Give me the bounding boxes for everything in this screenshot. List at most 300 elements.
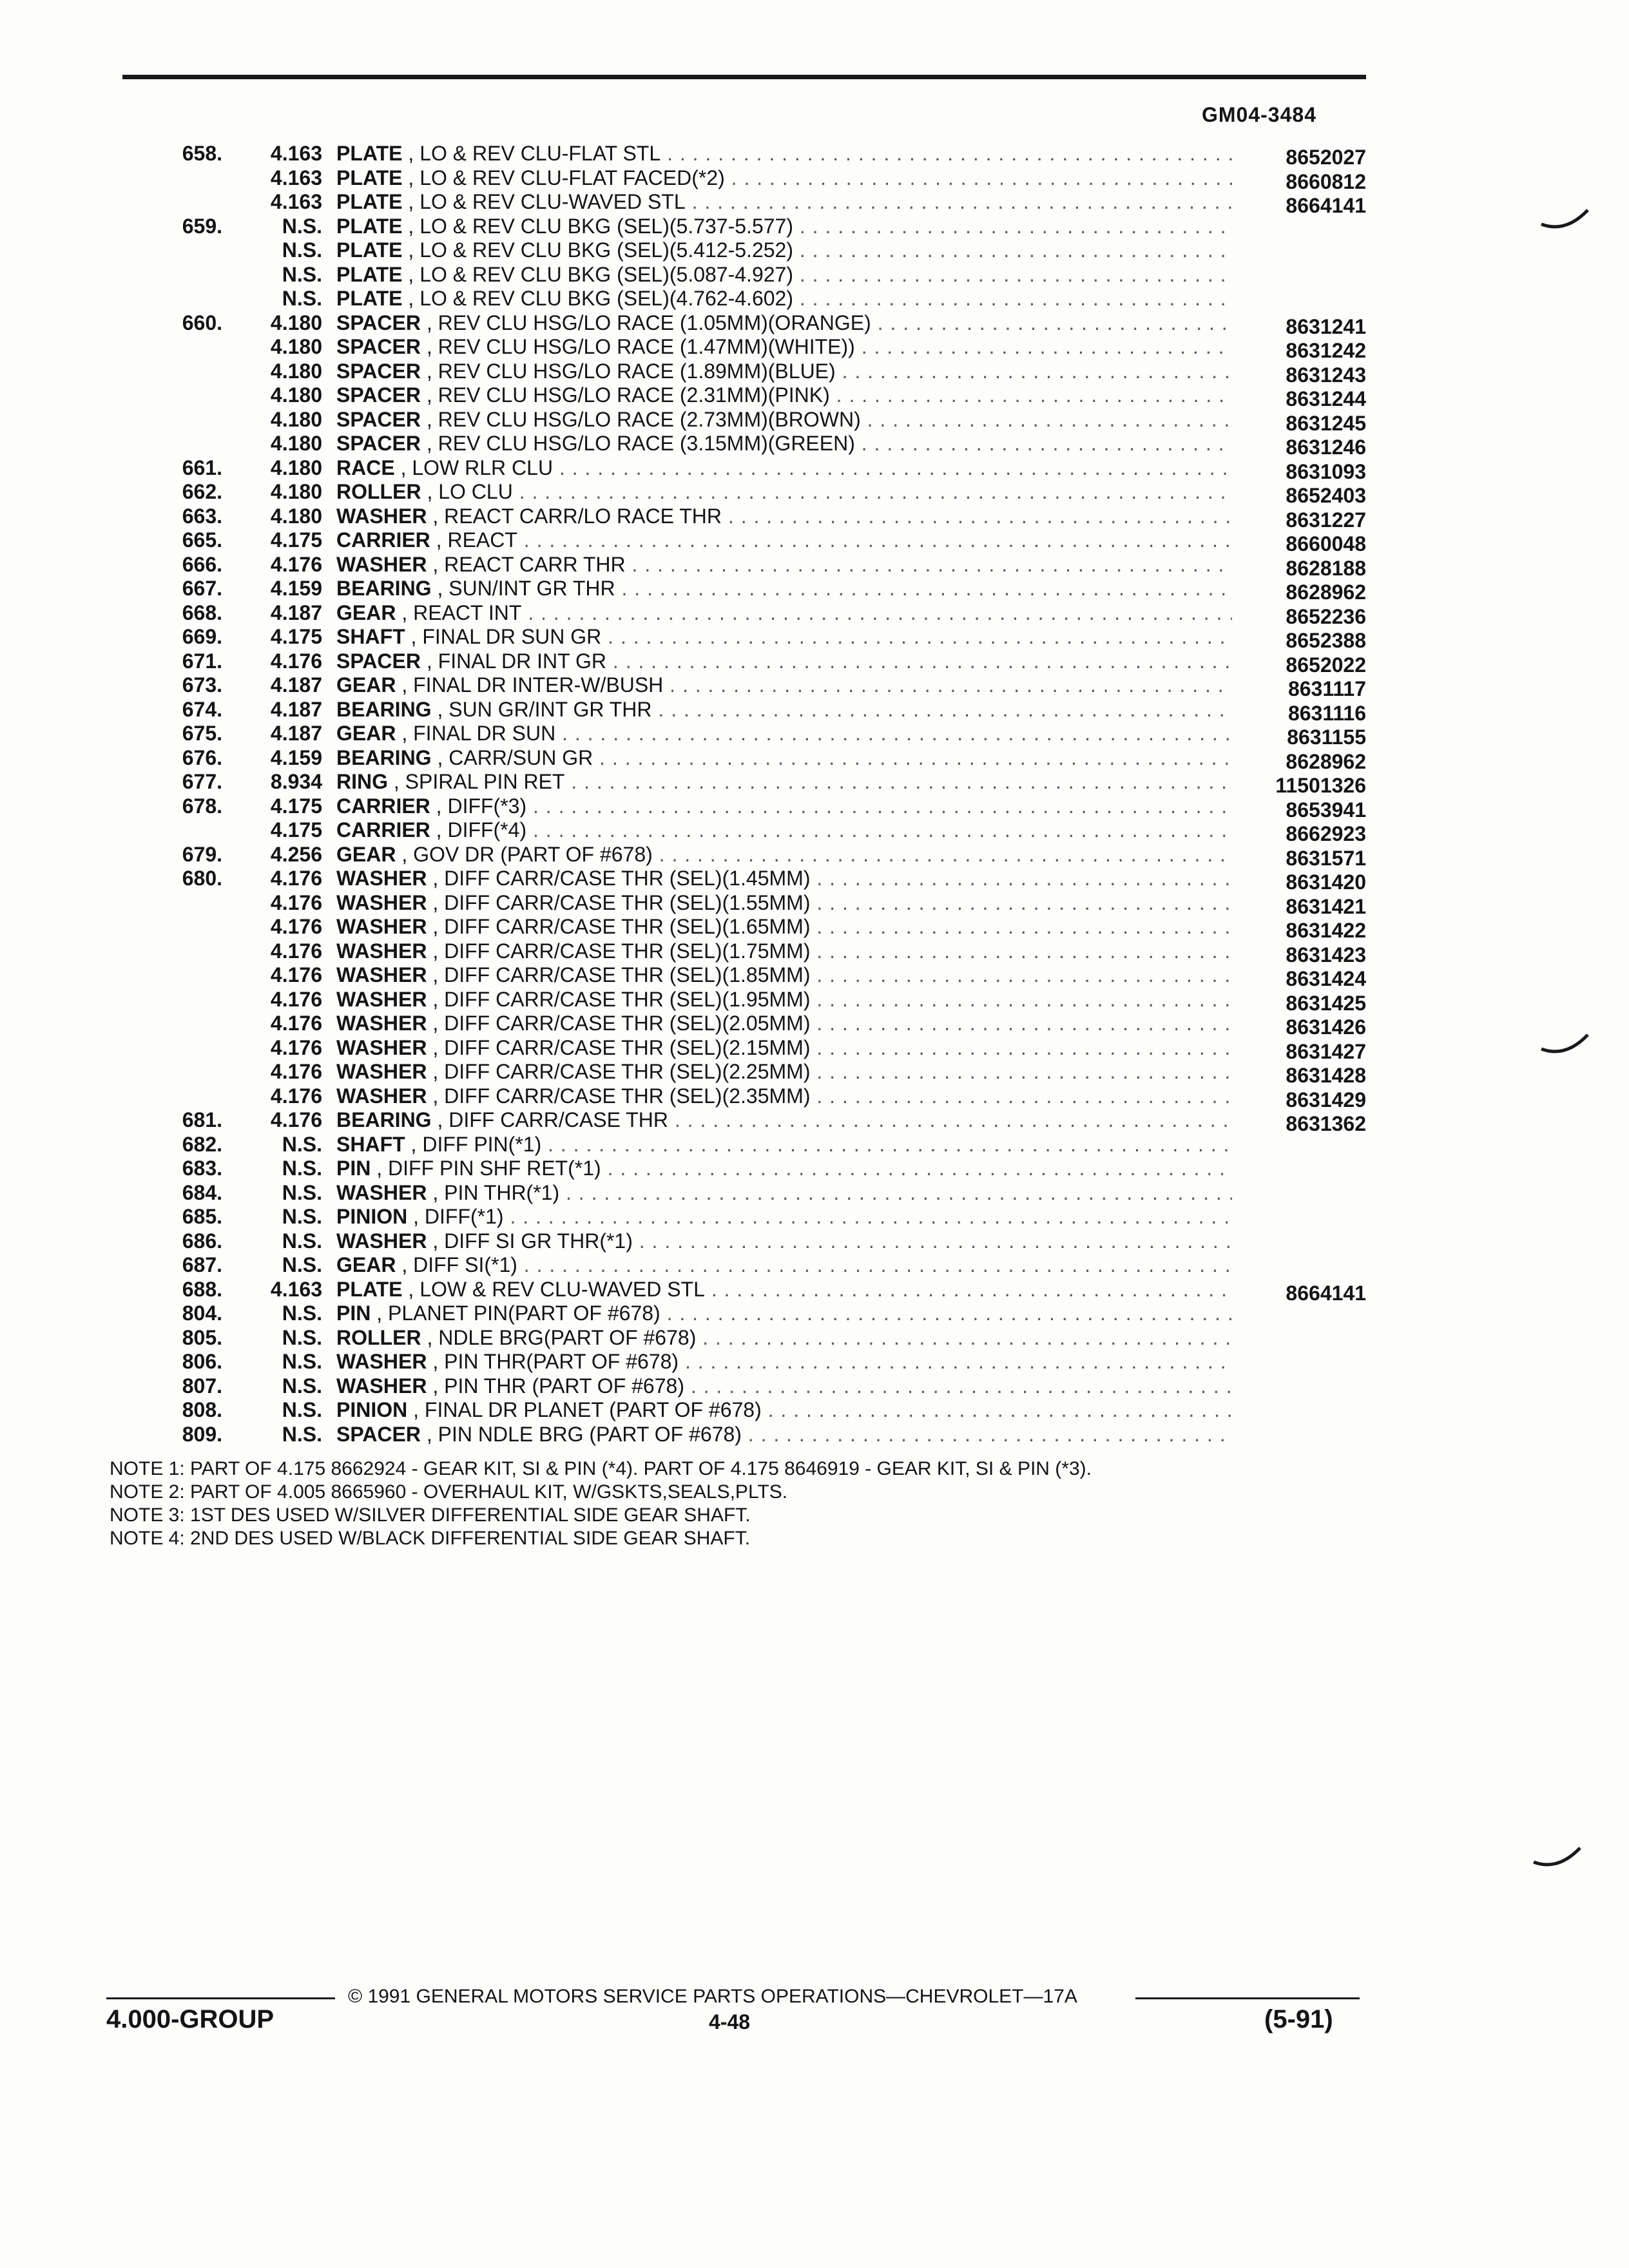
ref-number: 687.	[182, 1253, 222, 1276]
part-row	[0, 818, 1629, 843]
ref-number: 680.	[182, 867, 222, 890]
part-name: GEAR	[336, 842, 396, 866]
group-number: 4.175	[270, 625, 322, 648]
part-detail: , REV CLU HSG/LO RACE (2.73MM)(BROWN)	[426, 407, 861, 431]
part-detail: , FINAL DR SUN GR	[410, 625, 602, 648]
group-number: 4.163	[270, 1277, 322, 1301]
group-number: 4.163	[270, 142, 322, 165]
ref-number: 682.	[182, 1132, 222, 1156]
group-number: 4.187	[270, 673, 322, 697]
part-row	[0, 1084, 1629, 1109]
part-row	[0, 915, 1629, 942]
part-detail: , DIFF CARR/CASE THR (SEL)(2.05MM)	[432, 1012, 811, 1035]
part-detail: , DIFF CARR/CASE THR (SEL)(1.95MM)	[432, 987, 811, 1011]
part-description	[336, 770, 1232, 794]
part-detail: , SUN GR/INT GR THR	[437, 697, 652, 721]
part-name: PIN	[336, 1302, 371, 1325]
note-line: NOTE 2: PART OF 4.005 8665960 - OVERHAUL KIT, W/GSKTS,SEALS,PLTS.	[110, 1481, 788, 1503]
part-row	[0, 456, 1629, 481]
part-row	[0, 1133, 1629, 1157]
ref-number: 665.	[182, 528, 222, 552]
ref-number: 677.	[182, 770, 222, 793]
part-detail: , REACT CARR/LO RACE THR	[432, 504, 722, 528]
part-name: SHAFT	[336, 625, 405, 648]
part-number: 8631571	[1286, 846, 1366, 870]
group-number: 4.176	[270, 987, 322, 1011]
group-number: 4.176	[270, 1035, 322, 1059]
group-number: N.S.	[282, 1180, 322, 1204]
ref-number: 681.	[182, 1108, 222, 1131]
group-number: 4.159	[270, 577, 322, 600]
part-description	[336, 456, 1232, 481]
part-name: WASHER	[336, 1180, 427, 1204]
part-detail: , DIFF CARR/CASE THR (SEL)(2.15MM)	[432, 1035, 811, 1059]
group-number: 4.180	[270, 359, 322, 383]
part-description	[336, 1036, 1232, 1061]
part-description	[336, 891, 1232, 916]
part-row	[0, 1253, 1629, 1278]
group-number: 4.176	[270, 867, 322, 890]
ref-number: 675.	[182, 722, 222, 745]
part-number: 8628188	[1286, 556, 1366, 580]
part-row	[0, 601, 1629, 626]
ref-number: 685.	[182, 1205, 222, 1228]
part-detail: , DIFF PIN SHF RET(*1)	[376, 1157, 601, 1180]
part-row	[0, 1277, 1629, 1305]
part-name: ROLLER	[336, 480, 421, 503]
ref-number: 663.	[182, 504, 222, 528]
group-label: 4.000-GROUP	[106, 2005, 275, 2033]
group-number: 4.180	[270, 383, 322, 407]
part-detail: , SUN/INT GR THR	[437, 577, 615, 600]
part-number: 8662923	[1286, 822, 1366, 845]
ref-number: 809.	[182, 1422, 222, 1446]
part-number: 8631422	[1286, 919, 1366, 942]
part-detail: , GOV DR (PART OF #678)	[401, 842, 653, 866]
part-name: WASHER	[336, 915, 427, 938]
part-row	[0, 480, 1629, 505]
part-row	[0, 891, 1629, 916]
part-name: WASHER	[336, 1035, 427, 1059]
group-number: 4.180	[270, 480, 322, 503]
part-row	[0, 1036, 1629, 1061]
part-number: 8631093	[1286, 459, 1366, 483]
part-detail: , LO & REV CLU BKG (SEL)(5.087-4.927)	[408, 262, 793, 286]
group-number: N.S.	[282, 262, 322, 286]
part-number: 8631246	[1286, 436, 1366, 459]
ref-number: 659.	[182, 214, 222, 238]
part-description	[336, 601, 1232, 626]
part-row	[0, 1350, 1629, 1374]
part-description	[336, 553, 1232, 577]
part-number: 8631423	[1286, 943, 1366, 966]
ref-number: 805.	[182, 1325, 222, 1349]
group-number: 4.180	[270, 407, 322, 431]
page-number: 4-48	[709, 2010, 751, 2033]
part-number: 8631420	[1286, 870, 1366, 894]
part-number: 8652022	[1286, 653, 1366, 677]
group-number: N.S.	[282, 214, 322, 238]
part-row	[0, 842, 1629, 870]
group-number: N.S.	[282, 1157, 322, 1180]
part-number: 8660048	[1286, 532, 1366, 555]
part-row	[0, 1326, 1629, 1350]
part-name: PLATE	[336, 142, 403, 165]
parts-list	[0, 142, 1629, 1446]
part-row	[0, 504, 1629, 532]
part-name: RACE	[336, 456, 395, 479]
part-row	[0, 722, 1629, 749]
part-row	[0, 1012, 1629, 1039]
part-detail: , LO & REV CLU-FLAT STL	[408, 142, 661, 165]
ref-number: 804.	[182, 1302, 222, 1325]
ref-number: 661.	[182, 456, 222, 479]
part-description	[336, 843, 1232, 867]
part-name: WASHER	[336, 1350, 427, 1373]
part-number: 8631241	[1286, 314, 1366, 338]
part-name: RING	[336, 770, 388, 793]
part-row	[0, 287, 1629, 311]
group-number: 4.180	[270, 335, 322, 358]
part-detail: , DIFF SI GR THR(*1)	[432, 1229, 633, 1253]
part-name: SPACER	[336, 432, 421, 455]
part-row	[0, 1205, 1629, 1229]
part-name: PLATE	[336, 1277, 403, 1301]
part-number: 8631227	[1286, 508, 1366, 532]
group-number: 4.175	[270, 794, 322, 818]
ref-number: 673.	[182, 673, 222, 697]
group-number: 4.163	[270, 190, 322, 213]
part-description	[336, 408, 1232, 432]
part-detail: , REV CLU HSG/LO RACE (1.05MM)(ORANGE)	[426, 311, 871, 334]
part-number: 8664141	[1286, 1281, 1366, 1305]
part-description	[336, 215, 1232, 239]
part-description	[336, 673, 1232, 698]
part-name: BEARING	[336, 1108, 432, 1131]
part-detail: , FINAL DR INTER-W/BUSH	[401, 673, 664, 697]
ref-number: 666.	[182, 552, 222, 576]
part-description	[336, 142, 1232, 166]
part-row	[0, 1423, 1629, 1447]
part-name: WASHER	[336, 1060, 427, 1083]
part-description	[336, 1108, 1232, 1133]
part-detail: , FINAL DR PLANET (PART OF #678)	[413, 1398, 762, 1421]
part-detail: , REACT	[436, 528, 517, 552]
part-detail: , REV CLU HSG/LO RACE (2.31MM)(PINK)	[426, 383, 830, 407]
ref-number: 660.	[182, 311, 222, 334]
ref-number: 668.	[182, 601, 222, 624]
group-number: N.S.	[282, 1325, 322, 1349]
part-name: PLATE	[336, 214, 403, 238]
part-name: WASHER	[336, 939, 427, 963]
part-number: 8631242	[1286, 339, 1366, 362]
notes-section	[110, 1457, 1592, 1550]
part-number: 8631245	[1286, 411, 1366, 435]
part-name: WASHER	[336, 1374, 427, 1398]
ref-number: 684.	[182, 1180, 222, 1204]
part-detail: , DIFF CARR/CASE THR (SEL)(1.85MM)	[432, 963, 811, 986]
ref-number: 679.	[182, 842, 222, 866]
part-name: SPACER	[336, 359, 421, 383]
part-detail: , REV CLU HSG/LO RACE (3.15MM)(GREEN)	[426, 432, 855, 455]
group-number: N.S.	[282, 1350, 322, 1373]
group-number: 4.176	[270, 552, 322, 576]
part-description	[336, 577, 1232, 601]
part-detail: , LO & REV CLU-FLAT FACED(*2)	[408, 166, 725, 189]
part-detail: , PIN THR (PART OF #678)	[432, 1374, 684, 1398]
part-description	[336, 818, 1232, 843]
group-number: 4.176	[270, 915, 322, 938]
part-row	[0, 407, 1629, 435]
ref-number: 662.	[182, 480, 222, 503]
part-row	[0, 963, 1629, 988]
part-number: 8628962	[1286, 749, 1366, 773]
part-name: WASHER	[336, 504, 427, 528]
part-number: 8660812	[1286, 169, 1366, 193]
part-name: SPACER	[336, 311, 421, 334]
part-number: 11501326	[1275, 774, 1366, 797]
margin-mark-icon	[1532, 1843, 1584, 1875]
part-row	[0, 335, 1629, 360]
part-name: BEARING	[336, 577, 432, 600]
part-row	[0, 939, 1629, 964]
part-name: SPACER	[336, 649, 421, 673]
part-number: 8652236	[1286, 604, 1366, 628]
group-number: N.S.	[282, 1132, 322, 1156]
footer-rule-right	[1135, 1997, 1360, 1999]
part-number: 8631244	[1286, 387, 1366, 410]
part-detail: , DIFF(*1)	[413, 1205, 504, 1228]
part-name: CARRIER	[336, 794, 430, 818]
part-description	[336, 166, 1232, 191]
part-row	[0, 142, 1629, 169]
part-name: GEAR	[336, 673, 396, 697]
group-number: 4.176	[270, 1084, 322, 1108]
group-number: 4.175	[270, 528, 322, 552]
part-description	[336, 1133, 1232, 1157]
part-name: WASHER	[336, 1084, 427, 1108]
ref-number: 676.	[182, 745, 222, 769]
part-detail: , REACT INT	[401, 601, 522, 624]
note-line: NOTE 3: 1ST DES USED W/SILVER DIFFERENTIAL SIDE GEAR SHAFT.	[110, 1504, 751, 1526]
part-detail: , DIFF PIN(*1)	[410, 1132, 542, 1156]
part-detail: , LO CLU	[427, 480, 513, 503]
part-name: SPACER	[336, 335, 421, 358]
group-number: N.S.	[282, 238, 322, 262]
note-line: NOTE 4: 2ND DES USED W/BLACK DIFFERENTIAL SIDE GEAR SHAFT.	[110, 1528, 751, 1549]
part-description	[336, 360, 1232, 384]
part-description	[336, 1398, 1232, 1423]
group-number: 4.159	[270, 745, 322, 769]
part-row	[0, 1060, 1629, 1087]
note-line: NOTE 1: PART OF 4.175 8662924 - GEAR KIT, SI & PIN (*4). PART OF 4.175 8646919 - GEAR KIT, SI & PIN (*3).	[110, 1458, 1092, 1479]
part-description	[336, 698, 1232, 722]
part-description	[336, 915, 1232, 939]
part-row	[0, 190, 1629, 215]
top-rule	[122, 75, 1366, 79]
part-name: WASHER	[336, 890, 427, 914]
part-row	[0, 625, 1629, 652]
part-detail: , LO & REV CLU BKG (SEL)(5.412-5.252)	[408, 238, 793, 262]
group-number: 4.187	[270, 601, 322, 624]
part-name: ROLLER	[336, 1325, 421, 1349]
part-detail: , REACT CARR THR	[432, 552, 626, 576]
part-detail: , LOW RLR CLU	[400, 456, 554, 479]
part-description	[336, 287, 1232, 311]
ref-number: 667.	[182, 577, 222, 600]
part-detail: , PLANET PIN(PART OF #678)	[376, 1302, 660, 1325]
part-name: GEAR	[336, 1253, 396, 1276]
part-row	[0, 1157, 1629, 1181]
part-number: 8631116	[1287, 701, 1366, 725]
part-row	[0, 649, 1629, 677]
part-name: PIN	[336, 1157, 371, 1180]
part-detail: , DIFF CARR/CASE THR (SEL)(1.45MM)	[432, 867, 811, 890]
part-detail: , PIN THR(*1)	[432, 1180, 560, 1204]
group-number: 4.187	[270, 697, 322, 721]
group-number: 4.180	[270, 504, 322, 528]
part-detail: , SPIRAL PIN RET	[393, 770, 565, 793]
ref-number: 678.	[182, 794, 222, 818]
part-row	[0, 1398, 1629, 1423]
part-name: BEARING	[336, 697, 432, 721]
part-description	[336, 1205, 1232, 1229]
group-number: 4.176	[270, 939, 322, 963]
part-name: PLATE	[336, 166, 403, 189]
part-name: WASHER	[336, 552, 427, 576]
part-name: GEAR	[336, 722, 396, 745]
part-description	[336, 867, 1232, 891]
group-number: 4.176	[270, 963, 322, 986]
group-number: 8.934	[270, 770, 322, 793]
group-number: N.S.	[282, 287, 322, 310]
group-number: N.S.	[282, 1229, 322, 1253]
part-row	[0, 1374, 1629, 1399]
part-name: SPACER	[336, 1422, 421, 1446]
part-description	[336, 1253, 1232, 1278]
group-number: N.S.	[282, 1422, 322, 1446]
part-name: WASHER	[336, 987, 427, 1011]
part-detail: , DIFF CARR/CASE THR (SEL)(1.65MM)	[432, 915, 811, 938]
part-detail: , CARR/SUN GR	[437, 745, 593, 769]
part-row	[0, 311, 1629, 336]
part-name: WASHER	[336, 1012, 427, 1035]
part-row	[0, 867, 1629, 894]
part-description	[336, 1157, 1232, 1181]
group-number: N.S.	[282, 1374, 322, 1398]
ref-number: 686.	[182, 1229, 222, 1253]
part-description	[336, 432, 1232, 456]
part-description	[336, 963, 1232, 988]
group-number: 4.256	[270, 842, 322, 866]
part-detail: , DIFF CARR/CASE THR (SEL)(2.25MM)	[432, 1060, 811, 1083]
part-description	[336, 1423, 1232, 1447]
part-row	[0, 673, 1629, 698]
part-row	[0, 1229, 1629, 1254]
part-description	[336, 649, 1232, 674]
part-number: 8631155	[1287, 726, 1366, 749]
ref-number: 671.	[182, 649, 222, 673]
part-number: 8631428	[1286, 1064, 1366, 1087]
part-number: 8631427	[1286, 1039, 1366, 1063]
part-row	[0, 1181, 1629, 1206]
ref-number: 674.	[182, 697, 222, 721]
part-name: SPACER	[336, 407, 421, 431]
ref-number: 688.	[182, 1277, 222, 1301]
part-number: 8631243	[1286, 363, 1366, 387]
part-row	[0, 238, 1629, 263]
part-detail: , LO & REV CLU BKG (SEL)(4.762-4.602)	[408, 287, 793, 310]
part-name: PLATE	[336, 238, 403, 262]
document-id: GM04-3484	[1202, 103, 1316, 126]
part-detail: , DIFF(*3)	[436, 794, 527, 818]
group-number: N.S.	[282, 1253, 322, 1276]
ref-number: 658.	[182, 142, 222, 165]
part-number: 8652388	[1286, 629, 1366, 652]
part-detail: , DIFF(*4)	[436, 818, 527, 841]
part-name: WASHER	[336, 963, 427, 986]
part-row	[0, 166, 1629, 191]
part-row	[0, 987, 1629, 1015]
part-number: 8631424	[1286, 967, 1366, 990]
part-description	[336, 335, 1232, 360]
part-number: 8631362	[1286, 1112, 1366, 1135]
part-number: 8631421	[1286, 894, 1366, 918]
group-number: 4.176	[270, 1060, 322, 1083]
part-description	[336, 939, 1232, 964]
part-number: 8631117	[1287, 677, 1366, 700]
part-detail: , NDLE BRG(PART OF #678)	[427, 1325, 697, 1349]
part-detail: , REV CLU HSG/LO RACE (1.89MM)(BLUE)	[426, 359, 836, 383]
part-description	[336, 263, 1232, 287]
group-number: 4.176	[270, 1012, 322, 1035]
part-row	[0, 746, 1629, 771]
group-number: N.S.	[282, 1302, 322, 1325]
part-name: BEARING	[336, 745, 432, 769]
part-description	[336, 383, 1232, 408]
part-detail: , DIFF CARR/CASE THR (SEL)(2.35MM)	[432, 1084, 811, 1108]
part-detail: , LO & REV CLU-WAVED STL	[408, 190, 686, 213]
part-name: WASHER	[336, 1229, 427, 1253]
part-detail: , FINAL DR INT GR	[426, 649, 607, 673]
copyright-line: © 1991 GENERAL MOTORS SERVICE PARTS OPERATIONS—CHEVROLET—17A	[348, 1986, 1077, 2007]
part-row	[0, 359, 1629, 387]
part-row	[0, 432, 1629, 459]
part-name: PLATE	[336, 190, 403, 213]
part-description	[336, 1374, 1232, 1399]
part-description	[336, 1350, 1232, 1374]
part-description	[336, 1060, 1232, 1084]
part-number: 8628962	[1286, 581, 1366, 604]
part-row	[0, 1108, 1629, 1133]
date-code: (5-91)	[1264, 2005, 1333, 2033]
group-number: 4.163	[270, 166, 322, 189]
group-number: N.S.	[282, 1398, 322, 1421]
part-description	[336, 746, 1232, 771]
part-row	[0, 697, 1629, 725]
part-row	[0, 528, 1629, 553]
ref-number: 683.	[182, 1157, 222, 1180]
part-description	[336, 1278, 1232, 1302]
part-description	[336, 528, 1232, 553]
part-row	[0, 1302, 1629, 1326]
group-number: N.S.	[282, 1205, 322, 1228]
part-detail: , DIFF CARR/CASE THR	[437, 1108, 668, 1131]
part-name: GEAR	[336, 601, 396, 624]
part-row	[0, 552, 1629, 580]
part-number: 8652403	[1286, 484, 1366, 507]
part-description	[336, 505, 1232, 529]
